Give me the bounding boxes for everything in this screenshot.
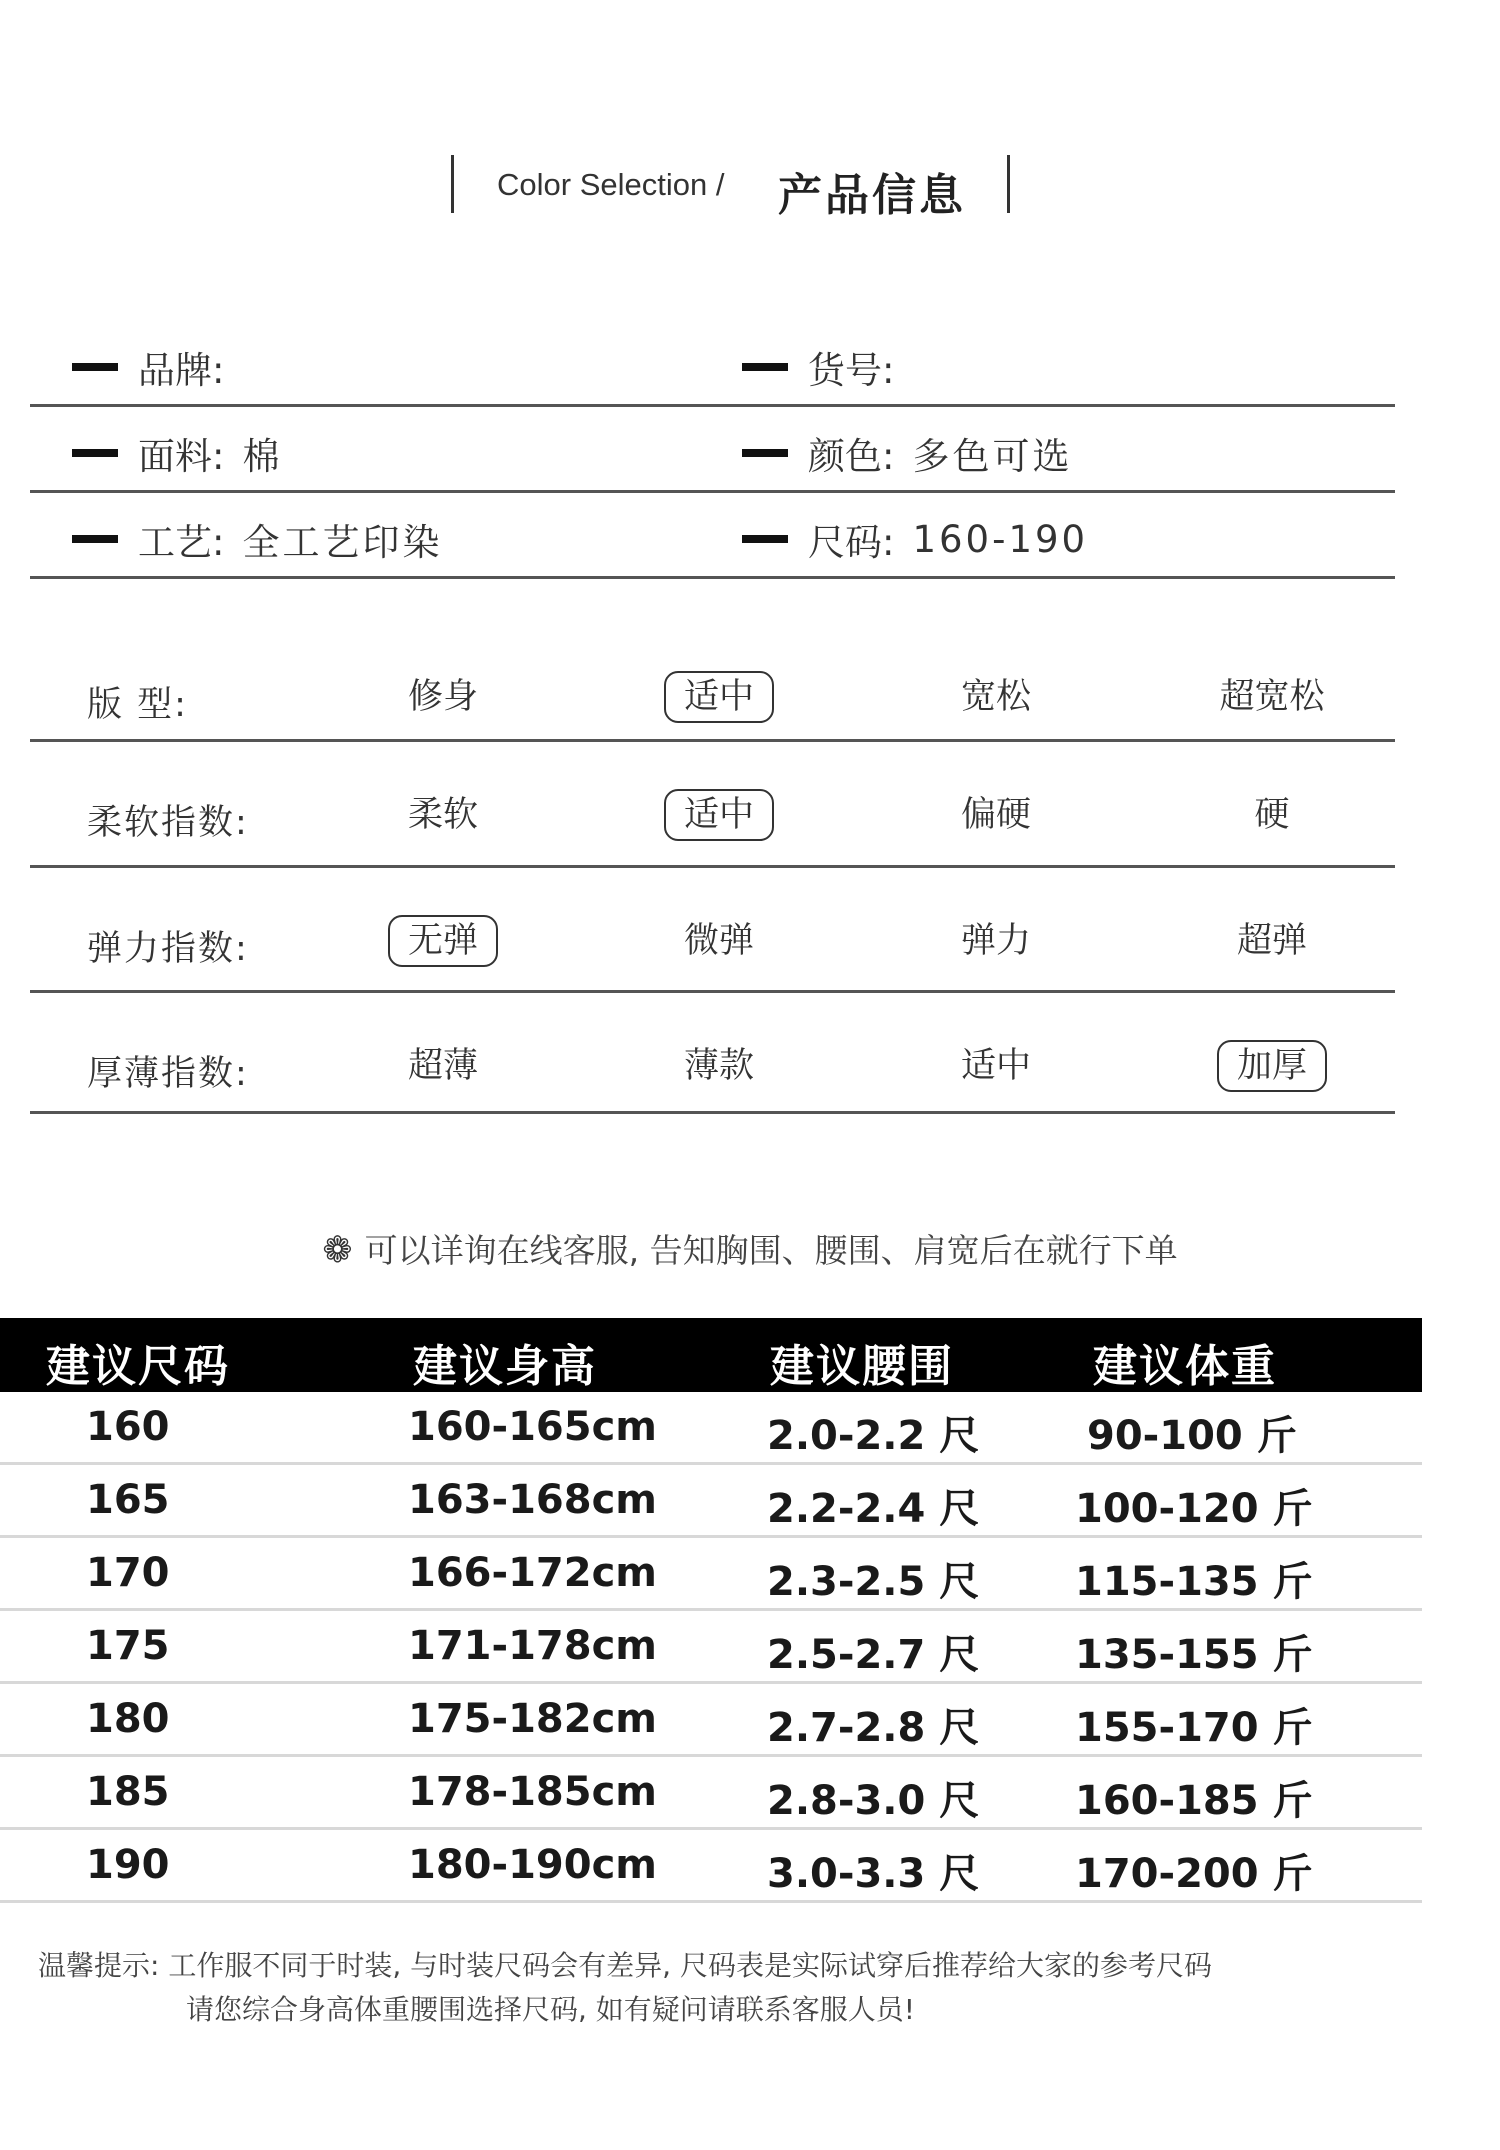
table-cell: 190 <box>86 1842 170 1888</box>
attr-row-thickness <box>30 990 1395 1114</box>
header-divider-left <box>451 155 454 213</box>
attr-label: 厚薄指数: <box>87 1054 249 1094</box>
size-tip-text: 可以详询在线客服, 告知胸围、腰围、肩宽后在就行下单 <box>364 1231 1178 1270</box>
table-row <box>0 1830 1422 1903</box>
flower-icon: ❁ <box>322 1230 353 1271</box>
table-row <box>0 1465 1422 1538</box>
table-cell: 170 <box>86 1550 170 1596</box>
table-cell: 166-172cm <box>408 1550 657 1596</box>
table-cell: 160 <box>86 1404 170 1450</box>
table-cell: 115-135 斤 <box>1075 1559 1313 1605</box>
info-label: 尺码: <box>808 521 895 564</box>
info-label: 工艺: <box>138 521 225 564</box>
column-header: 建议尺码 <box>46 1341 230 1392</box>
table-row <box>0 1392 1422 1465</box>
size-tip <box>0 1225 1500 1272</box>
table-cell: 163-168cm <box>408 1477 657 1523</box>
table-cell: 2.5-2.7 尺 <box>767 1632 980 1678</box>
section-header <box>0 155 1500 221</box>
info-label: 货号: <box>808 349 895 392</box>
info-value: 多色可选 <box>912 435 1073 478</box>
info-value: 160-190 <box>912 517 1089 561</box>
attr-option: 薄款 <box>683 1046 754 1086</box>
table-cell: 178-185cm <box>408 1769 657 1815</box>
attr-option: 宽松 <box>960 677 1031 717</box>
attr-row-fit <box>30 655 1395 742</box>
info-label: 面料: <box>138 435 225 478</box>
table-row <box>0 1538 1422 1611</box>
attr-option: 超弹 <box>1236 921 1307 961</box>
attr-option: 弹力 <box>960 921 1031 961</box>
info-row-brand <box>30 318 1395 407</box>
attr-row-softness <box>30 739 1395 868</box>
info-row-fabric <box>30 404 1395 493</box>
info-item-fabric <box>72 426 282 480</box>
dash-marker-icon <box>72 449 118 457</box>
info-item-size <box>742 512 1088 566</box>
attr-row-elasticity <box>30 865 1395 993</box>
attr-option: 微弹 <box>683 921 754 961</box>
info-label: 颜色: <box>808 435 895 478</box>
table-cell: 90-100 斤 <box>1087 1413 1297 1459</box>
table-cell: 185 <box>86 1769 170 1815</box>
table-cell: 180-190cm <box>408 1842 657 1888</box>
column-header: 建议身高 <box>413 1341 597 1392</box>
column-header: 建议腰围 <box>770 1341 954 1392</box>
table-cell: 175 <box>86 1623 170 1669</box>
header-title-zh: 产品信息 <box>778 170 966 221</box>
header-title-en: Color Selection / <box>497 167 725 202</box>
attr-option-selected: 适中 <box>639 789 799 841</box>
header-divider-right <box>1007 155 1010 213</box>
attr-option: 硬 <box>1254 795 1290 835</box>
table-cell: 170-200 斤 <box>1075 1851 1313 1897</box>
table-row <box>0 1611 1422 1684</box>
attr-option-selected: 无弹 <box>363 915 523 967</box>
attr-label: 柔软指数: <box>87 803 249 843</box>
table-cell: 160-165cm <box>408 1404 657 1450</box>
table-row <box>0 1757 1422 1830</box>
attr-option: 偏硬 <box>960 795 1031 835</box>
table-cell: 160-185 斤 <box>1075 1778 1313 1824</box>
table-cell: 165 <box>86 1477 170 1523</box>
table-cell: 2.7-2.8 尺 <box>767 1705 980 1751</box>
attr-option: 超薄 <box>407 1046 478 1086</box>
dash-marker-icon <box>742 535 788 543</box>
dash-marker-icon <box>742 449 788 457</box>
info-item-brand <box>72 340 242 394</box>
table-cell: 135-155 斤 <box>1075 1632 1313 1678</box>
table-cell: 2.2-2.4 尺 <box>767 1486 980 1532</box>
attr-option-selected: 加厚 <box>1192 1040 1352 1092</box>
size-table-header <box>0 1318 1422 1392</box>
info-value: 全工艺印染 <box>242 521 443 564</box>
column-header: 建议体重 <box>1093 1341 1277 1392</box>
dash-marker-icon <box>742 363 788 371</box>
attr-option: 适中 <box>960 1046 1031 1086</box>
dash-marker-icon <box>72 535 118 543</box>
attr-option: 柔软 <box>407 795 478 835</box>
attr-option: 修身 <box>407 677 478 717</box>
reminder-line-2: 请您综合身高体重腰围选择尺码, 如有疑问请联系客服人员! <box>186 1993 916 2026</box>
info-item-craft <box>72 512 442 566</box>
attr-label: 弹力指数: <box>87 929 249 969</box>
table-cell: 3.0-3.3 尺 <box>767 1851 980 1897</box>
table-cell: 2.3-2.5 尺 <box>767 1559 980 1605</box>
reminder-note <box>38 1944 1212 2032</box>
dash-marker-icon <box>72 363 118 371</box>
info-value: 棉 <box>242 435 283 478</box>
size-table <box>0 1318 1422 1903</box>
table-cell: 171-178cm <box>408 1623 657 1669</box>
table-cell: 180 <box>86 1696 170 1742</box>
table-cell: 2.8-3.0 尺 <box>767 1778 980 1824</box>
info-label: 品牌: <box>138 349 225 392</box>
attr-option: 超宽松 <box>1219 677 1325 717</box>
table-cell: 155-170 斤 <box>1075 1705 1313 1751</box>
info-item-sku <box>742 340 912 394</box>
attr-option-selected: 适中 <box>639 671 799 723</box>
table-row <box>0 1684 1422 1757</box>
table-cell: 2.0-2.2 尺 <box>767 1413 980 1459</box>
table-cell: 175-182cm <box>408 1696 657 1742</box>
info-row-craft <box>30 490 1395 579</box>
reminder-line-1: 温馨提示: 工作服不同于时装, 与时装尺码会有差异, 尺码表是实际试穿后推荐给大家的参考尺码 <box>38 1949 1212 1982</box>
table-cell: 100-120 斤 <box>1075 1486 1313 1532</box>
attr-label: 版 型: <box>87 685 188 725</box>
info-item-color <box>742 426 1072 480</box>
